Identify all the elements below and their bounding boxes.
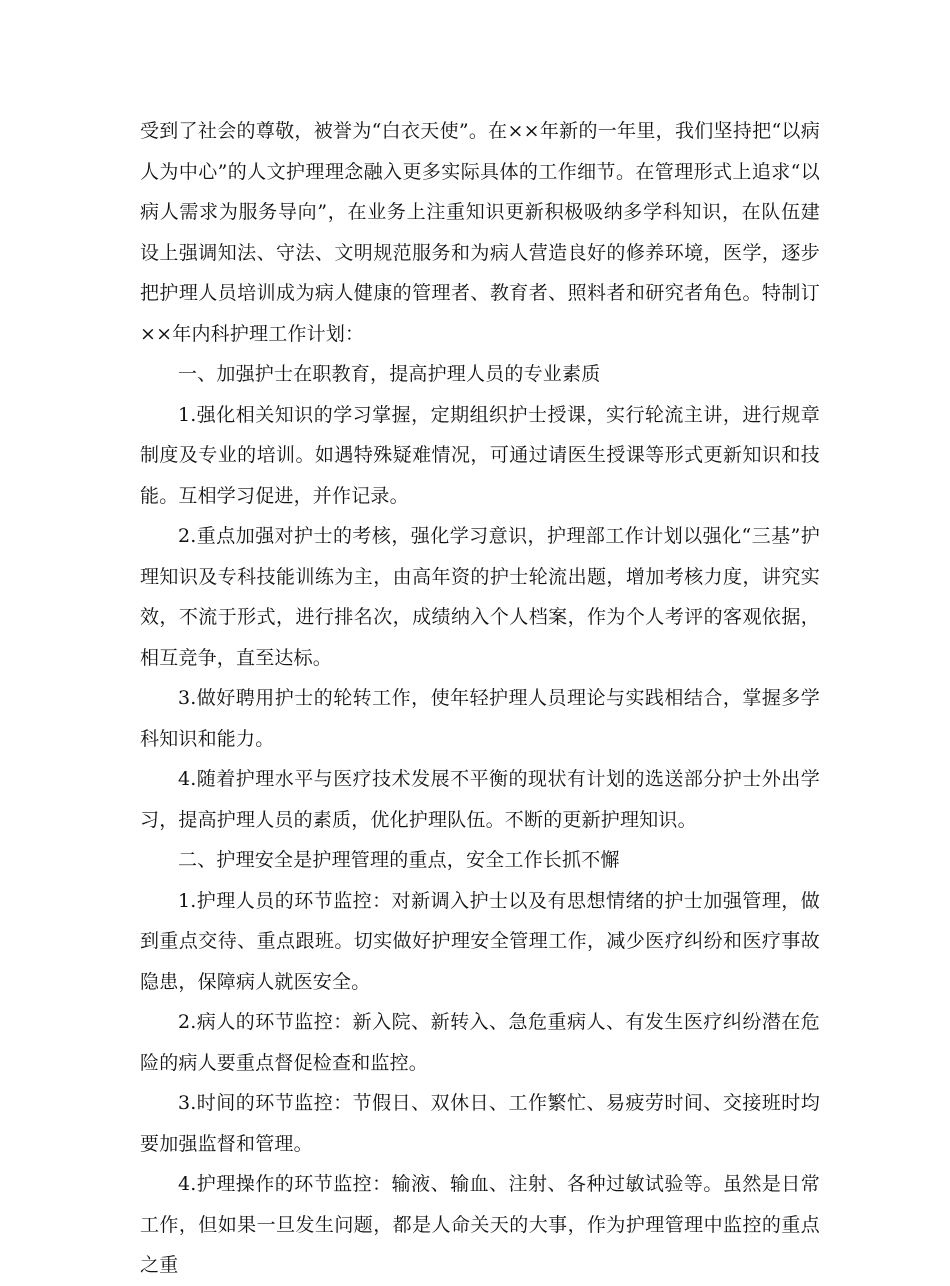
section-heading-1: 一、加强护士在职教育，提高护理人员的专业素质	[178, 363, 601, 385]
section-2-item-3: 3.时间的环节监控：节假日、双休日、工作繁忙、易疲劳时间、交接班时均要加强监督和管理。	[140, 1092, 820, 1155]
section-1-item-1: 1.强化相关知识的学习掌握，定期组织护士授课，实行轮流主讲，进行规章制度及专业的培训。如遇特殊疑难情况，可通过请医生授课等形式更新知识和技能。互相学习促进，并作记录。	[140, 403, 820, 507]
section-1-item-4: 4.随着护理水平与医疗技术发展不平衡的现状有计划的选送部分护士外出学习，提高护理人员的素质，优化护理队伍。不断的更新护理知识。	[140, 768, 820, 831]
section-2-item-4: 4.护理操作的环节监控：输液、输血、注射、各种过敏试验等。虽然是日常工作，但如果一旦发生问题，都是人命关天的大事，作为护理管理中监控的重点之重	[140, 1173, 820, 1276]
section-heading-2: 二、护理安全是护理管理的重点，安全工作长抓不懈	[178, 849, 620, 871]
section-1-item-3: 3.做好聘用护士的轮转工作，使年轻护理人员理论与实践相结合，掌握多学科知识和能力。	[140, 687, 820, 750]
document-body	[140, 111, 820, 1286]
intro-paragraph: 受到了社会的尊敬，被誉为“白衣天使”。在××年新的一年里，我们坚持把“以病人为中心”的人文护理理念融入更多实际具体的工作细节。在管理形式上追求“以病人需求为服务导向”，在业务上注重知识更新积极吸纳多学科知识，在队伍建设上强调知法、守法、文明规范服务和为病人营造良好的修养环境，医学，逐步把护理人员培训成为病人健康的管理者、教育者、照料者和研究者角色。特制订××年内科护理工作计划：	[140, 120, 820, 345]
section-2-item-1: 1.护理人员的环节监控：对新调入护士以及有思想情绪的护士加强管理，做到重点交待、重点跟班。切实做好护理安全管理工作，减少医疗纠纷和医疗事故隐患，保障病人就医安全。	[140, 889, 820, 993]
section-1-item-2: 2.重点加强对护士的考核，强化学习意识，护理部工作计划以强化“三基”护理知识及专科技能训练为主，由高年资的护士轮流出题，增加考核力度，讲究实效，不流于形式，进行排名次，成绩纳入个人档案，作为个人考评的客观依据，相互竞争，直至达标。	[140, 525, 820, 669]
section-2-item-2: 2.病人的环节监控：新入院、新转入、急危重病人、有发生医疗纠纷潜在危险的病人要重点督促检查和监控。	[140, 1011, 820, 1074]
